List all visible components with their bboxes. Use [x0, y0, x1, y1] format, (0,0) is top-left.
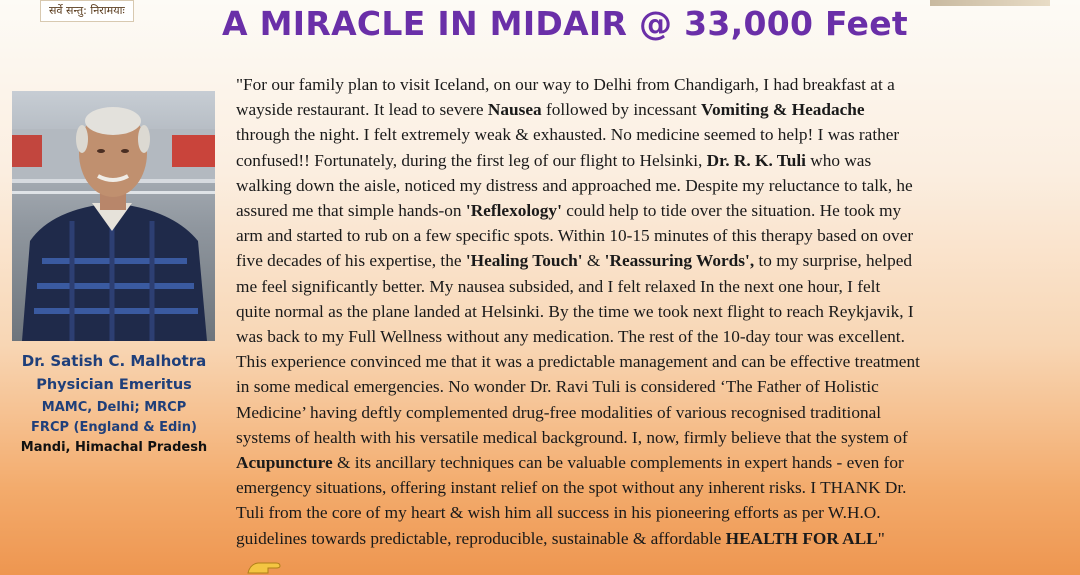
- testimonial-text-segment: &: [582, 251, 605, 271]
- doctor-qualification-1: MAMC, Delhi; MRCP: [41, 400, 187, 415]
- testimonial-text-segment: to my surprise, helped: [754, 251, 913, 271]
- testimonial-text-segment: quite normal as the plane landed at Helsinki. By the time we took next flight to reach Reykjavik, I: [236, 301, 914, 321]
- testimonial-text-segment: "For our family plan to visit Iceland, on our way to Delhi from Chandigarh, I had breakfast at a: [236, 75, 895, 94]
- testimonial-line: [236, 324, 1071, 349]
- testimonial-text-segment: could help to tide over the situation. He took my: [561, 201, 902, 221]
- testimonial-text-segment: emergency situations, offering instant relief on the spot without any inherent risks. I THANK Dr.: [236, 478, 907, 498]
- page-title: A MIRACLE IN MIDAIR @ 33,000 Feet: [222, 4, 908, 43]
- testimonial-text-segment: Tuli from the core of my heart & wish him all success in his pioneering efforts as per W.H.O.: [236, 503, 881, 523]
- testimonial-line: [236, 248, 1071, 273]
- testimonial-line: [236, 274, 1071, 299]
- testimonial-text-segment: wayside restaurant. It lead to severe: [236, 100, 488, 120]
- testimonial-line: [236, 475, 1071, 500]
- pointing-hand-icon: [246, 560, 286, 575]
- testimonial-line: [236, 122, 1071, 147]
- testimonial-text-segment: This experience convinced me that it was a predictable management and can be effective treatment: [236, 352, 920, 372]
- testimonial-emphasis: Nausea: [487, 100, 542, 120]
- doctor-qualification-2: FRCP (England & Edin): [31, 420, 197, 435]
- testimonial-emphasis: Dr. R. K. Tuli: [706, 150, 806, 170]
- testimonial-text-segment: & its ancillary techniques can be valuable complements in expert hands - even for: [332, 453, 904, 473]
- testimonial-text-segment: confused!! Fortunately, during the first leg of our flight to Helsinki,: [236, 150, 707, 170]
- testimonial-line: [236, 72, 1071, 97]
- testimonial-line: [236, 97, 1071, 122]
- testimonial-text-segment: ": [877, 528, 885, 548]
- testimonial-line: [236, 450, 1071, 475]
- testimonial-line: [236, 500, 1071, 525]
- testimonial-line: [236, 223, 1071, 248]
- testimonial-emphasis: 'Reassuring Words',: [604, 251, 755, 271]
- testimonial-line: [236, 299, 1071, 324]
- doctor-location: Mandi, Himachal Pradesh: [20, 440, 208, 455]
- testimonial-text-segment: through the night. I felt extremely weak & exhausted. No medicine seemed to help! I was rather: [236, 125, 900, 145]
- testimonial-text-segment: assured me that simple hands-on: [236, 201, 466, 221]
- profile-caption: [0, 350, 228, 458]
- testimonial-line: [236, 400, 1071, 425]
- testimonial-text-segment: five decades of his expertise, the: [236, 251, 466, 271]
- testimonial-line: [236, 148, 1071, 173]
- testimonial-text-segment: followed by incessant: [541, 100, 702, 120]
- testimonial-text-segment: who was: [805, 150, 872, 170]
- doctor-name: Dr. Satish C. Malhotra: [21, 352, 207, 370]
- testimonial-emphasis: 'Healing Touch': [465, 251, 583, 271]
- doctor-title: Physician Emeritus: [36, 377, 192, 393]
- testimonial-line: [236, 425, 1071, 450]
- testimonial-emphasis: Acupuncture: [236, 453, 333, 473]
- testimonial-line: [236, 173, 1071, 198]
- testimonial-text-segment: walking down the aisle, noticed my distress and approached me. Despite my reluctance to talk, he: [236, 175, 913, 195]
- testimonial-line: [236, 349, 1071, 374]
- testimonial-text: [236, 72, 1071, 551]
- testimonial-emphasis: HEALTH FOR ALL: [725, 528, 878, 548]
- testimonial-line: [236, 374, 1071, 399]
- doctor-photo: [12, 91, 215, 341]
- testimonial-text-segment: me feel significantly better. My nausea subsided, and I felt relaxed In the next one hour, I felt: [236, 276, 881, 296]
- testimonial-line: [236, 526, 1071, 551]
- testimonial-text-segment: arm and started to rub on a few specific spots. Within 10-15 minutes of this therapy based on over: [236, 226, 914, 246]
- motto-badge: सर्वे सन्तु: निरामयाः: [40, 0, 134, 22]
- testimonial-line: [236, 198, 1071, 223]
- testimonial-text-segment: systems of health with his versatile medical background. I, now, firmly believe that the system of: [236, 427, 908, 447]
- testimonial-emphasis: Vomiting & Headache: [701, 100, 865, 120]
- testimonial-text-segment: Medicine’ having deftly complemented drug-free modalities of various recognised traditional: [236, 402, 882, 422]
- testimonial-text-segment: guidelines towards predictable, reproducible, sustainable & affordable: [236, 528, 726, 548]
- testimonial-text-segment: was back to my Full Wellness without any medication. The rest of the 10-day tour was excellent.: [236, 327, 905, 347]
- testimonial-text-segment: in some medical emergencies. No wonder Dr. Ravi Tuli is considered ‘The Father of Holistic: [236, 377, 879, 397]
- testimonial-emphasis: 'Reflexology': [465, 201, 562, 221]
